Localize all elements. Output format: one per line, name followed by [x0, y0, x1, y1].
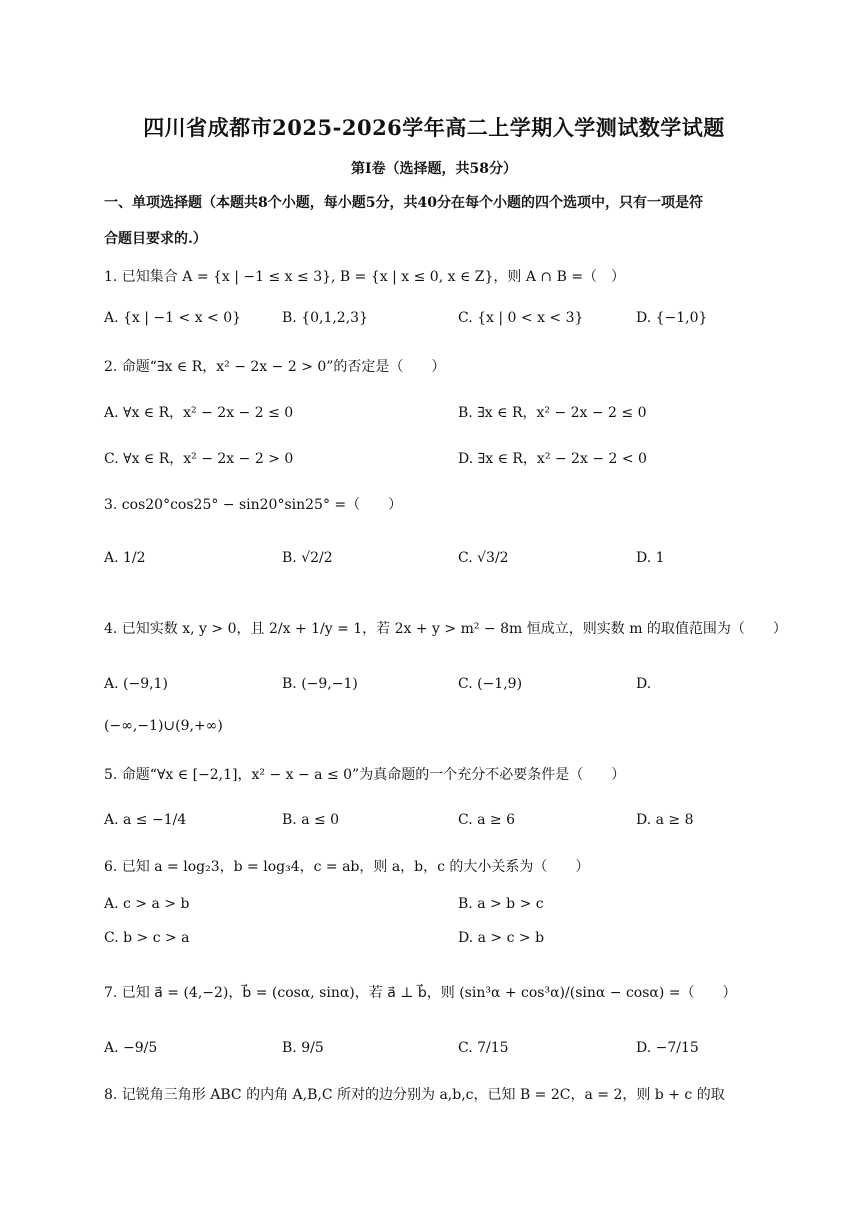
- question-5-option-b: B. a ≤ 0: [282, 812, 340, 828]
- question-3-option-b: B. √2/2: [282, 550, 333, 566]
- question-1-stem: 1. 已知集合 A = {x | −1 ≤ x ≤ 3}, B = {x | x ≤ 0, x ∈ Z}，则 A ∩ B =（ ）: [104, 269, 626, 285]
- question-4-option-d-value: (−∞,−1)∪(9,+∞): [104, 718, 223, 734]
- question-2-option-a: A. ∀x ∈ R，x² − 2x − 2 ≤ 0: [104, 405, 294, 421]
- question-7-stem: 7. 已知 a⃗ = (4,−2)，b⃗ = (cosα, sinα)，若 a⃗ ⊥ b⃗，则 (sin³α + cos³α)/(sinα − cosα) =（ ）: [104, 985, 737, 1001]
- question-1-option-b: B. {0,1,2,3}: [282, 310, 368, 326]
- question-4-option-d: D.: [636, 676, 652, 692]
- question-6-stem: 6. 已知 a = log₂3，b = log₃4，c = ab，则 a，b，c 的大小关系为（ ）: [104, 859, 590, 875]
- exam-title: 四川省成都市2025-2026学年高二上学期入学测试数学试题: [143, 115, 725, 140]
- question-1-option-d: D. {−1,0}: [636, 310, 708, 326]
- question-3-option-d: D. 1: [636, 550, 665, 566]
- question-2-option-d: D. ∃x ∈ R，x² − 2x − 2 < 0: [458, 451, 647, 467]
- question-3-option-a: A. 1/2: [104, 550, 146, 566]
- question-3-option-c: C. √3/2: [458, 550, 509, 566]
- question-2-option-b: B. ∃x ∈ R，x² − 2x − 2 ≤ 0: [458, 405, 647, 421]
- question-6-option-c: C. b > c > a: [104, 930, 190, 946]
- question-5-stem: 5. 命题“∀x ∈ [−2,1]，x² − x − a ≤ 0”为真命题的一个充分不必要条件是（ ）: [104, 767, 626, 783]
- section-heading: 一、单项选择题（本题共8个小题，每小题5分，共40分在每个小题的四个选项中，只有一项是符: [104, 195, 703, 211]
- question-1-option-c: C. {x | 0 < x < 3}: [458, 310, 584, 326]
- question-4-option-c: C. (−1,9): [458, 676, 523, 692]
- question-7-option-d: D. −7/15: [636, 1040, 699, 1056]
- question-5-option-a: A. a ≤ −1/4: [104, 812, 187, 828]
- question-5-option-c: C. a ≥ 6: [458, 812, 515, 828]
- question-3-stem: 3. cos20°cos25° − sin20°sin25° =（ ）: [104, 497, 403, 513]
- question-5-option-d: D. a ≥ 8: [636, 812, 694, 828]
- question-7-option-a: A. −9/5: [104, 1040, 158, 1056]
- question-6-option-a: A. c > a > b: [104, 896, 190, 912]
- question-4-stem: 4. 已知实数 x, y > 0，且 2/x + 1/y = 1，若 2x + y > m² − 8m 恒成立，则实数 m 的取值范围为（ ）: [104, 621, 787, 637]
- question-6-option-d: D. a > c > b: [458, 930, 545, 946]
- question-2-stem: 2. 命题“∃x ∈ R，x² − 2x − 2 > 0”的否定是（ ）: [104, 359, 446, 375]
- question-8-stem: 8. 记锐角三角形 ABC 的内角 A,B,C 所对的边分别为 a,b,c，已知 B = 2C，a = 2，则 b + c 的取: [104, 1087, 725, 1103]
- question-7-option-c: C. 7/15: [458, 1040, 509, 1056]
- question-2-option-c: C. ∀x ∈ R，x² − 2x − 2 > 0: [104, 451, 294, 467]
- question-4-option-a: A. (−9,1): [104, 676, 168, 692]
- section-heading-continued: 合题目要求的.）: [104, 231, 207, 247]
- question-7-option-b: B. 9/5: [282, 1040, 324, 1056]
- question-6-option-b: B. a > b > c: [458, 896, 544, 912]
- question-4-option-b: B. (−9,−1): [282, 676, 358, 692]
- exam-subtitle: 第I卷（选择题，共58分）: [350, 161, 518, 177]
- question-1-option-a: A. {x | −1 < x < 0}: [104, 310, 242, 326]
